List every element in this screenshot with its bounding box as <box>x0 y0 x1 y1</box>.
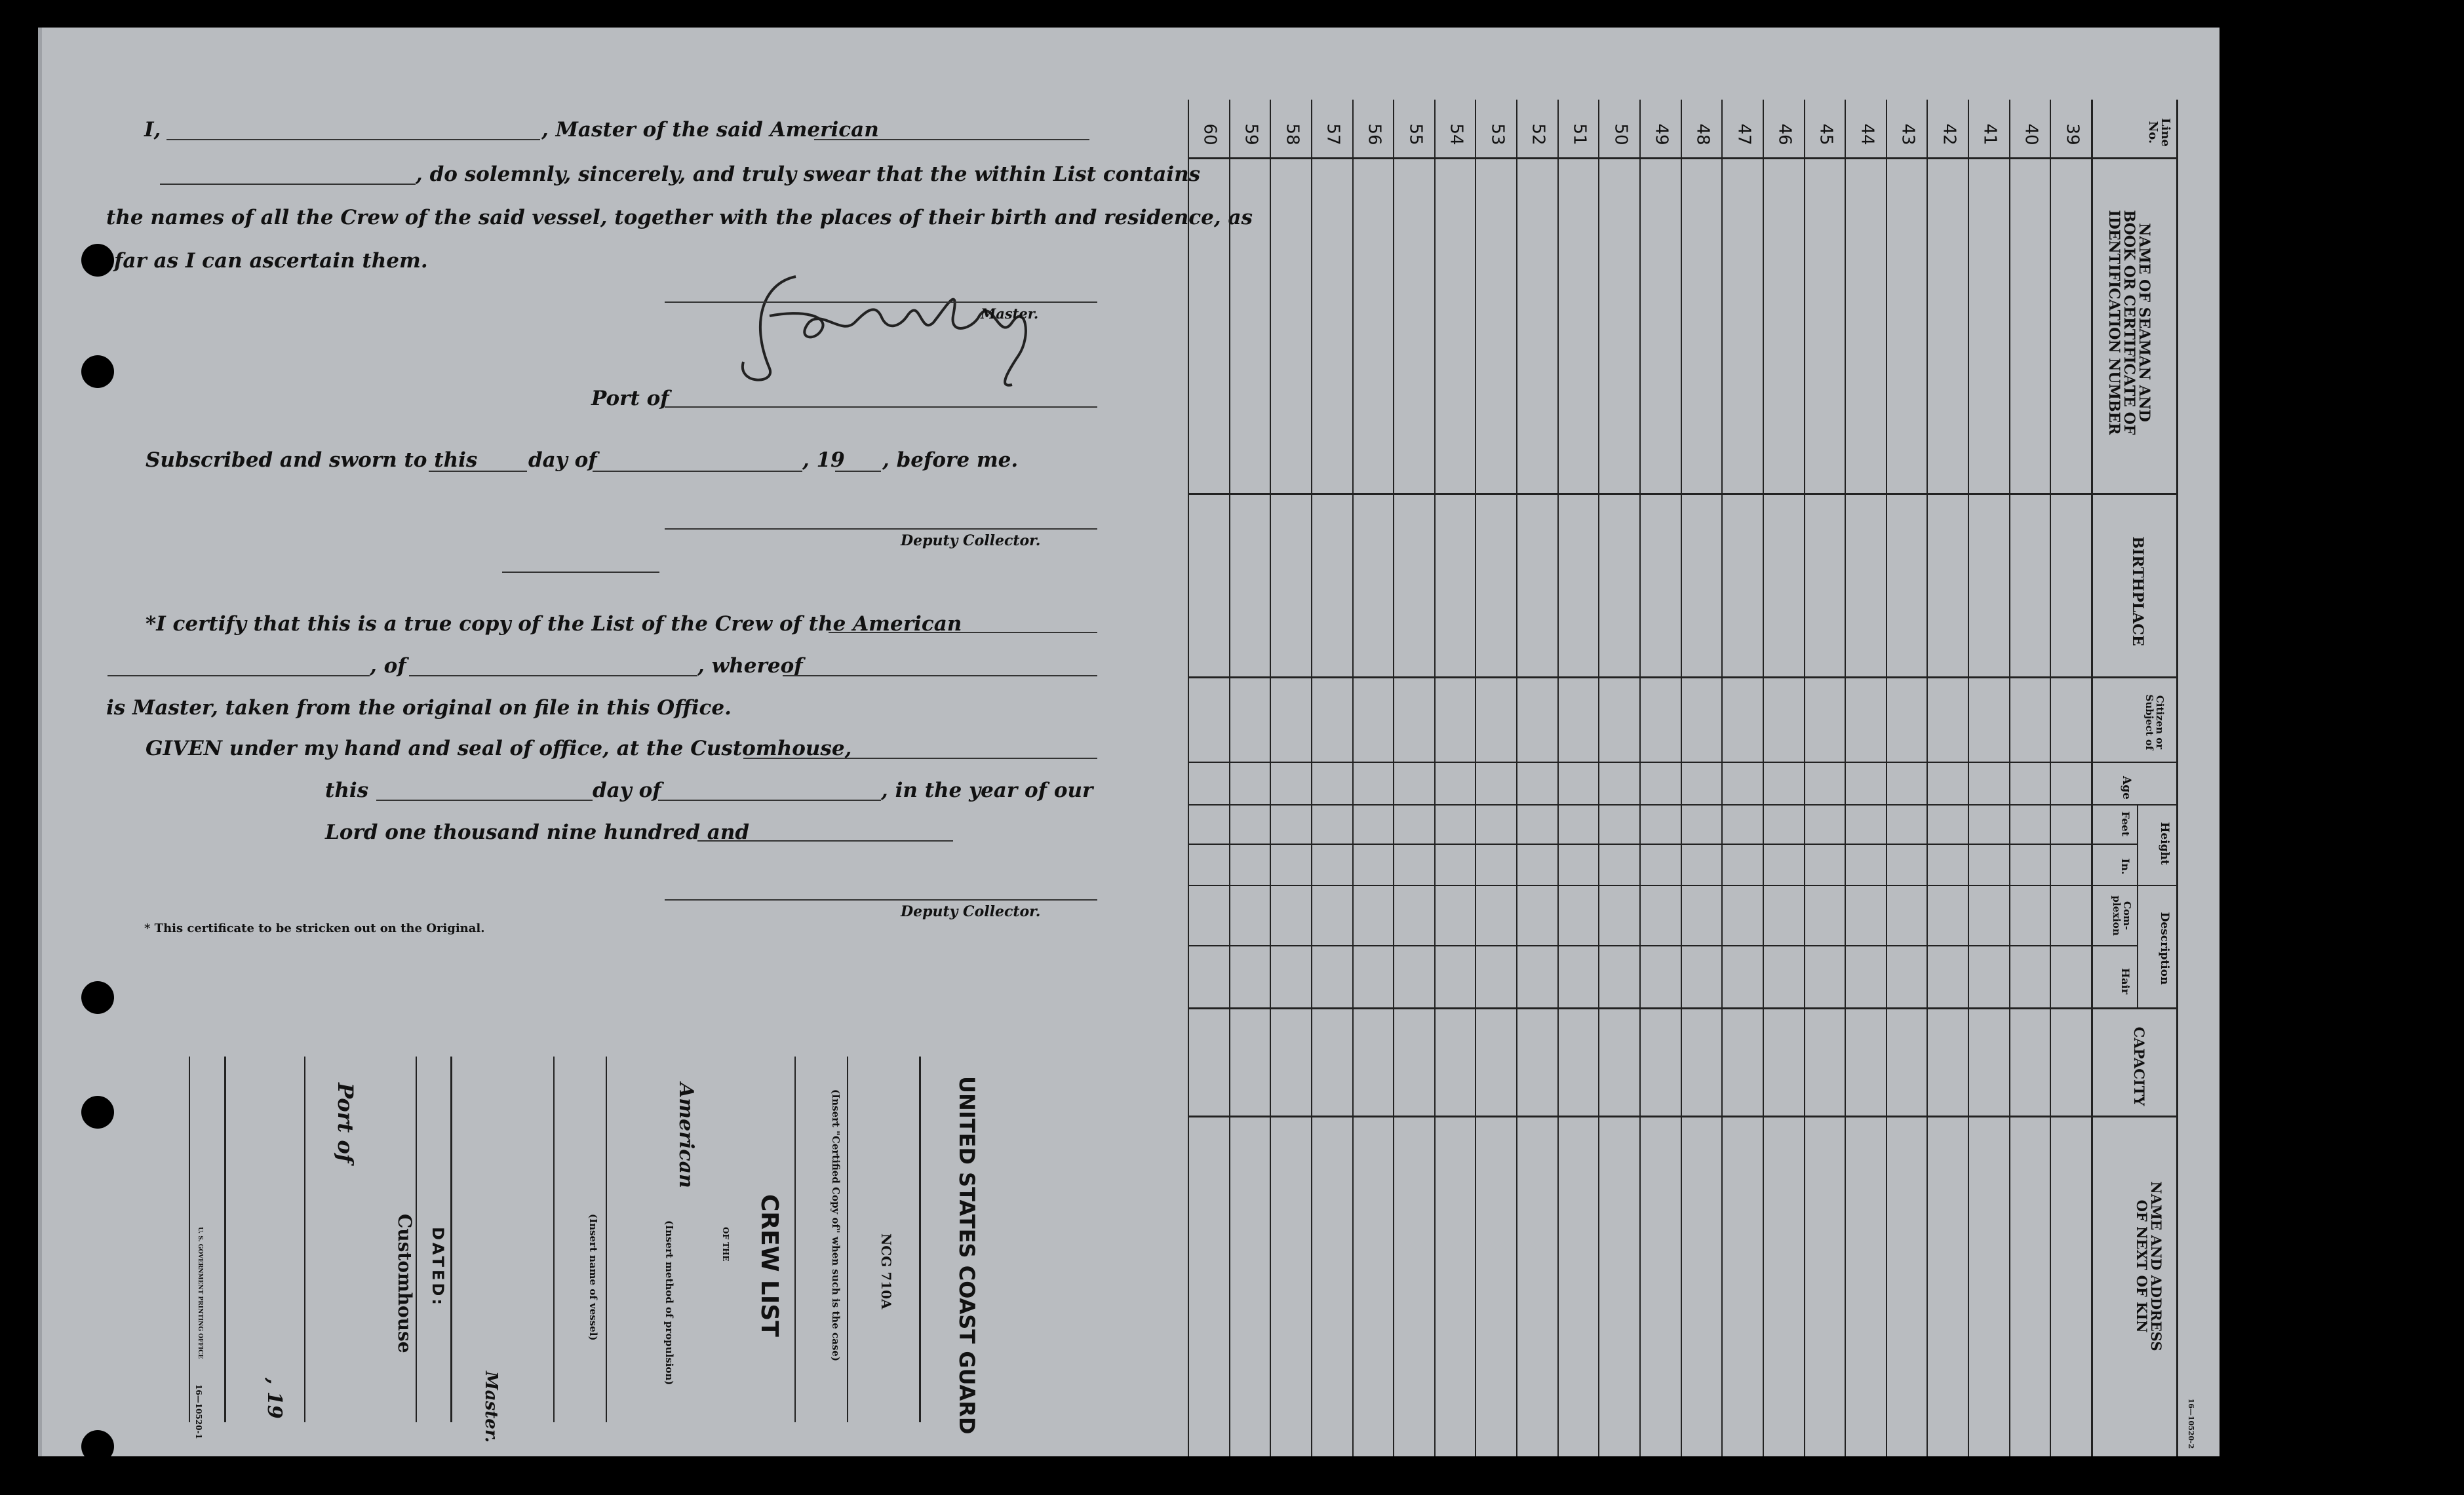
line-number: 47 <box>1734 123 1754 146</box>
line-column-divider <box>2050 100 2051 1456</box>
certify-this: this <box>325 779 369 802</box>
line-number: 40 <box>2021 123 2041 146</box>
line-column-divider <box>1270 100 1271 1456</box>
line-column-divider <box>1886 100 1887 1456</box>
oath-name-line <box>166 139 540 140</box>
subscribed-day-line <box>429 471 527 472</box>
cover-title: CREW LIST <box>756 1194 783 1337</box>
table-border-left <box>1188 100 1189 1456</box>
certify-line2-b: , whereof <box>697 654 803 678</box>
hdr-birthplace: BIRTHPLACE <box>2129 536 2146 646</box>
cover-insert-propulsion: (Insert method of propulsion) <box>663 1220 675 1386</box>
div-feet <box>1188 844 2137 845</box>
subscribed-year-line <box>835 471 881 472</box>
table-border-right <box>2176 100 2178 1456</box>
height-subdivider <box>2137 804 2138 885</box>
cover-rule-3 <box>794 1057 796 1422</box>
subscribed-d: , before me. <box>882 448 1019 472</box>
hdr-hair: Hair <box>2119 968 2132 994</box>
cover-year: , 19 <box>263 1378 286 1419</box>
separator-rule <box>502 572 659 573</box>
line-column-divider <box>2009 100 2010 1456</box>
div-hair <box>1188 1007 2176 1009</box>
hdr-capacity: CAPACITY <box>2131 1026 2147 1106</box>
line-number: 56 <box>1364 123 1384 146</box>
certify-day-line <box>376 800 593 801</box>
line-number: 55 <box>1405 123 1426 146</box>
hdr-next-of-kin: NAME AND ADDRESS OF NEXT OF KIN <box>2133 1181 2164 1351</box>
div-in <box>1188 885 2176 886</box>
cover-form-no: NCG 710A <box>878 1233 894 1310</box>
line-number: 59 <box>1241 123 1261 146</box>
cover-rule-10 <box>189 1057 190 1422</box>
div-age <box>1188 804 2176 806</box>
oath-line4: far as I can ascertain them. <box>114 249 428 273</box>
line-column-divider <box>1721 100 1723 1456</box>
subscribed-b: day of <box>528 448 597 472</box>
line-column-divider <box>1845 100 1846 1456</box>
certify-line3: is Master, taken from the original on file in this Office. <box>106 696 732 720</box>
cover-agency: UNITED STATES COAST GUARD <box>954 1076 979 1435</box>
line-column-divider <box>1229 100 1230 1456</box>
punch-hole <box>81 981 114 1014</box>
master-label: Master. <box>981 305 1039 322</box>
crew-table <box>1188 100 2195 1456</box>
cover-gpo: U. S. GOVERNMENT PRINTING OFFICE <box>197 1227 203 1359</box>
deputy-line-2 <box>665 899 1097 901</box>
line-number: 57 <box>1323 123 1343 146</box>
div-name <box>1188 493 2176 495</box>
cover-rule-9 <box>224 1057 226 1422</box>
certify-lord-line <box>697 840 953 842</box>
line-number: 53 <box>1487 123 1508 146</box>
deputy-line-1 <box>665 528 1097 530</box>
line-column-divider <box>1434 100 1436 1456</box>
description-subdivider <box>2137 885 2138 1007</box>
div-capacity <box>1188 1116 2176 1117</box>
certify-vessel-line <box>829 632 1097 633</box>
line-number: 48 <box>1692 123 1713 146</box>
given-customhouse-line <box>743 758 1097 759</box>
cover-master: Master. <box>481 1371 501 1443</box>
line-number: 50 <box>1611 123 1631 146</box>
oath-i: I, <box>144 118 161 142</box>
line-column-divider <box>1968 100 1969 1456</box>
div-complexion <box>1188 945 2137 946</box>
line-column-divider <box>1311 100 1312 1456</box>
certify-month-line <box>658 800 881 801</box>
certify-given: GIVEN under my hand and seal of office, at the Customhouse, <box>146 737 852 760</box>
punch-hole <box>81 355 114 388</box>
line-number: 60 <box>1200 123 1220 146</box>
line-column-divider <box>1475 100 1476 1456</box>
certify-day-of: day of <box>593 779 661 802</box>
line-column-divider <box>1393 100 1394 1456</box>
line-number: 54 <box>1446 123 1466 146</box>
subscribed-a: Subscribed and sworn to this <box>146 448 478 472</box>
cover-dated: DATED: <box>429 1227 447 1308</box>
certify-of-line-b <box>409 675 697 676</box>
table-header-divider <box>2091 100 2093 1456</box>
certify-line2-a: , of <box>370 654 406 678</box>
line-column-divider <box>1557 100 1559 1456</box>
line-number: 51 <box>1569 123 1590 146</box>
certify-of-line-a <box>108 675 370 676</box>
port-of-line <box>665 406 1097 408</box>
div-birthplace <box>1188 676 2176 678</box>
cover-rule-8 <box>304 1057 305 1422</box>
line-column-divider <box>1926 100 1928 1456</box>
deputy-collector-2: Deputy Collector. <box>901 903 1041 920</box>
oath-vessel-line <box>814 139 1089 140</box>
line-number: 44 <box>1857 123 1877 146</box>
line-number: 49 <box>1651 123 1672 146</box>
table-code: 16—10520-2 <box>2187 1398 2195 1449</box>
line-column-divider <box>1598 100 1599 1456</box>
cover-port-of: Port of <box>333 1083 358 1163</box>
hdr-height: Height <box>2158 822 2171 865</box>
hdr-name: NAME OF SEAMAN AND BOOK OR CERTIFICATE OF IDENTIFICATION NUMBER <box>2105 210 2153 435</box>
deputy-collector-1: Deputy Collector. <box>901 532 1041 549</box>
oath-vessel-line2 <box>160 184 416 185</box>
line-column-divider <box>1681 100 1682 1456</box>
certify-whereof-line <box>783 675 1097 676</box>
subscribed-month-line <box>593 471 802 472</box>
certify-year: , in the year of our <box>881 779 1093 802</box>
hdr-complexion: Com- plexion <box>2111 895 2133 936</box>
cover-rule-6 <box>450 1057 452 1422</box>
crew-list-page <box>38 28 2220 1456</box>
port-of-label: Port of <box>591 387 669 410</box>
cover-rule-4 <box>606 1057 607 1422</box>
line-column-divider <box>1804 100 1805 1456</box>
line-column-divider <box>1639 100 1641 1456</box>
div-citizen <box>1188 762 2176 763</box>
line-number: 42 <box>1939 123 1959 146</box>
cover-american: American <box>675 1083 697 1188</box>
cover-customhouse: Customhouse <box>394 1214 416 1353</box>
line-number: 43 <box>1898 123 1918 146</box>
cover-of-the: OF THE <box>721 1227 730 1262</box>
line-number: 58 <box>1282 123 1302 146</box>
line-column-divider <box>1352 100 1354 1456</box>
cover-rule-1 <box>919 1057 921 1422</box>
hdr-inches: In. <box>2119 858 2132 875</box>
line-number: 39 <box>2062 123 2083 146</box>
certify-lord: Lord one thousand nine hundred and <box>325 821 750 844</box>
oath-line2: , do solemnly, sincerely, and truly swear that the within List contains <box>416 163 1201 186</box>
punch-hole <box>81 244 114 277</box>
line-number: 41 <box>1980 123 2000 146</box>
hdr-age: Age <box>2120 776 2133 800</box>
line-number: 46 <box>1774 123 1795 146</box>
line-column-divider <box>1763 100 1764 1456</box>
subscribed-c: , 19 <box>802 448 845 472</box>
oath-line3: the names of all the Crew of the said vessel, together with the places of their birth and residence, as <box>106 206 1253 229</box>
cover-rule-2 <box>847 1057 848 1422</box>
hdr-line-no: Line No. <box>2146 117 2172 147</box>
master-signature-line <box>665 301 1097 303</box>
cover-insert-name: (Insert name of vessel) <box>587 1214 599 1341</box>
punch-hole <box>81 1430 114 1463</box>
line-column-divider <box>1516 100 1517 1456</box>
cover-rule-7 <box>416 1057 417 1422</box>
certify-line1: *I certify that this is a true copy of the List of the Crew of the American <box>146 612 962 636</box>
punch-hole <box>81 1096 114 1129</box>
hdr-citizen: Citizen or Subject of <box>2143 694 2166 750</box>
line-number: 45 <box>1816 123 1836 146</box>
cover-code: 16—10520-1 <box>194 1384 203 1439</box>
cover-insert-certified: (Insert "Certified Copy of" when such is the case) <box>830 1089 842 1361</box>
hdr-feet: Feet <box>2119 811 2132 837</box>
line-number: 52 <box>1528 123 1548 146</box>
certify-footnote: * This certificate to be stricken out on the Original. <box>144 922 485 935</box>
hdr-description: Description <box>2158 912 2171 985</box>
oath-master-of: , Master of the said American <box>541 118 879 142</box>
cover-rule-5 <box>553 1057 555 1422</box>
